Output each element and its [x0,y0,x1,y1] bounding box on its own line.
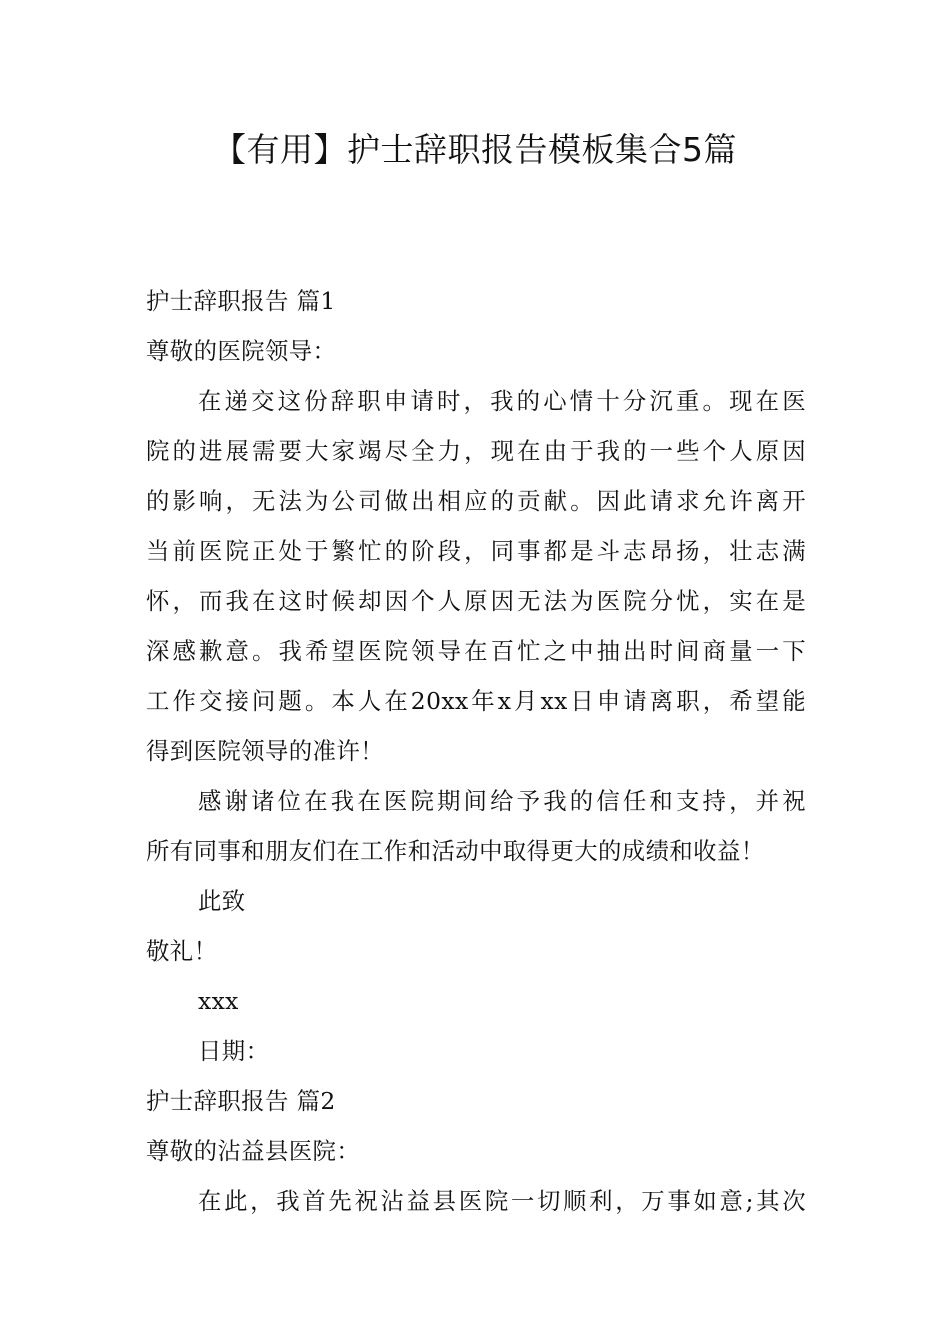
paragraph-2 [146,776,806,876]
paragraph-3 [146,1176,806,1226]
salutation-1: 尊敬的医院领导： [146,337,337,365]
paragraph-line: 在此，我首先祝沾益县医院一切顺利，万事如意;其次 [198,1187,806,1215]
section-heading-1: 护士辞职报告 篇1 [146,287,336,315]
paragraph-line: 深感歉意。我希望医院领导在百忙之中抽出时间商量一下 [146,637,806,665]
paragraph-line: 工作交接问题。本人在20xx年x月xx日申请离职，希望能 [146,687,806,715]
signature: xxx [198,987,239,1015]
paragraph-line: 感谢诸位在我在医院期间给予我的信任和支持，并祝 [198,787,806,815]
closing-jing-li: 敬礼！ [146,937,218,965]
paragraph-line: 的影响，无法为公司做出相应的贡献。因此请求允许离开 [146,487,806,515]
paragraph-1 [146,376,806,776]
paragraph-line: 当前医院正处于繁忙的阶段，同事都是斗志昂扬，壮志满 [146,537,806,565]
date-label: 日期： [198,1037,270,1065]
paragraph-line: 怀，而我在这时候却因个人原因无法为医院分忧，实在是 [146,587,806,615]
paragraph-line: 在递交这份辞职申请时，我的心情十分沉重。现在医 [198,387,806,415]
paragraph-line: 所有同事和朋友们在工作和活动中取得更大的成绩和收益！ [146,837,765,865]
document-title: 【有用】护士辞职报告模板集合5篇 [213,130,737,169]
salutation-2: 尊敬的沾益县医院： [146,1137,361,1165]
paragraph-line: 院的进展需要大家竭尽全力，现在由于我的一些个人原因 [146,437,806,465]
paragraph-line: 得到医院领导的准许！ [146,737,384,765]
section-heading-2: 护士辞职报告 篇2 [146,1087,336,1115]
closing-ci-zhi: 此致 [198,887,246,915]
document-body [146,276,806,1226]
